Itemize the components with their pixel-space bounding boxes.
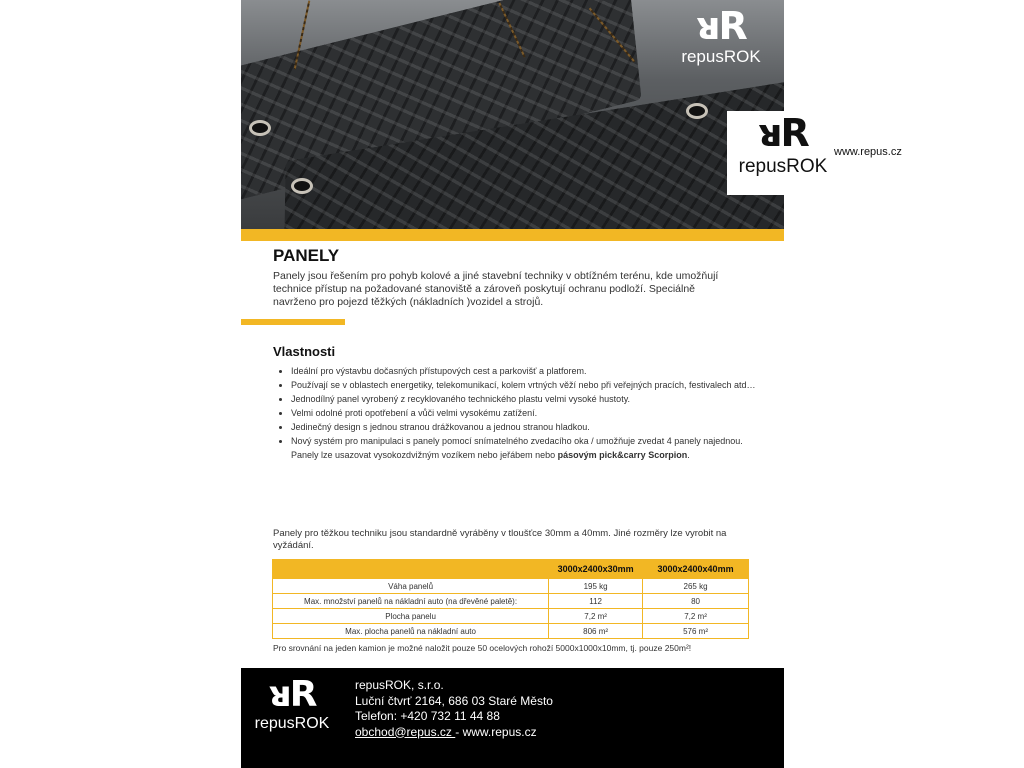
company-name: repusROK, s.r.o.: [355, 678, 444, 692]
table-cell: Max. množství panelů na nákladní auto (na dřevěné paletě):: [273, 594, 549, 609]
table-header-cell: 3000x2400x40mm: [643, 560, 749, 579]
feature-text: Nový systém pro manipulaci s panely pomocí snímatelného zvedacího oka / umožňuje zvedat 4 panely najednou. Panely lze usazovat vysokozdvižným vozíkem nebo jeřábem nebo: [291, 436, 743, 460]
feature-item: • Jedinečný design s jednou stranou drážkovanou a jednou stranou hladkou.: [291, 420, 771, 434]
document-page: [241, 0, 784, 768]
intro-paragraph: Panely jsou řešením pro pohyb kolové a jiné stavební techniky v obtížném terénu, kde umožňují technice přístup na požadované stanoviště a zároveň poskytují ochranu podloží. Speciálně navrženo pro pojezd těžkých (nákladních )vozidel a strojů.: [273, 270, 719, 308]
lifting-eye-image: [291, 178, 313, 194]
feature-item: • Ideální pro výstavbu dočasných přístupových cest a parkovišť a platforem.: [291, 364, 771, 378]
logo-mark: ᴚR: [758, 111, 808, 155]
company-address: Luční čtvrť 2164, 686 03 Staré Město: [355, 693, 553, 708]
logo-wordmark: repusROK: [681, 47, 761, 66]
website-url[interactable]: www.repus.cz: [834, 146, 902, 158]
features-heading: Vlastnosti: [273, 344, 336, 359]
table-row: [273, 594, 749, 609]
page-title: PANELY: [273, 246, 340, 265]
feature-item: • Velmi odolné proti opotřebení a vůči velmi vysokému zatížení.: [291, 406, 771, 420]
spec-table: [272, 559, 749, 639]
features-list: [275, 364, 771, 462]
feature-item: • Jednodílný panel vyrobený z recyklovaného technického plastu velmi vysoké hustoty.: [291, 392, 771, 406]
table-header-cell: 3000x2400x30mm: [549, 560, 643, 579]
lifting-eye-image: [249, 120, 271, 136]
side-logo: [727, 111, 839, 195]
table-cell: Váha panelů: [273, 579, 549, 594]
logo-wordmark: repusROK: [254, 715, 330, 732]
web-link[interactable]: www.repus.cz: [462, 724, 537, 739]
table-row: [273, 624, 749, 639]
hero-photo: [241, 0, 784, 229]
table-cell: 265 kg: [643, 579, 749, 594]
email-link[interactable]: obchod@repus.cz: [355, 724, 456, 739]
table-row: [273, 579, 749, 594]
table-header-row: [273, 560, 749, 579]
table-header-cell: [273, 560, 549, 579]
footer-logo: [247, 676, 337, 734]
accent-divider: [241, 229, 784, 241]
lifting-eye-image: [686, 103, 708, 119]
table-cell: 576 m²: [643, 624, 749, 639]
feature-item: • Používají se v oblastech energetiky, telekomunikací, kolem vrtných věží nebo při veřejných pracích, festivalech atd…: [291, 378, 771, 392]
dimensions-note: Panely pro těžkou techniku jsou standardně vyráběny v tloušťce 30mm a 40mm. Jiné rozměry lze vyrobit na vyžádání.: [273, 528, 727, 551]
contact-links: [355, 725, 553, 741]
contact-block: [355, 678, 553, 740]
table-cell: 80: [643, 594, 749, 609]
feature-end: .: [687, 450, 690, 460]
table-cell: 195 kg: [549, 579, 643, 594]
accent-divider-short: [241, 319, 345, 325]
table-cell: 7,2 m²: [549, 609, 643, 624]
table-cell: 7,2 m²: [643, 609, 749, 624]
table-cell: 806 m²: [549, 624, 643, 639]
logo-mark: ᴚR: [268, 674, 316, 715]
footer: [241, 668, 784, 768]
logo-mark: ᴚR: [696, 4, 746, 48]
feature-item: [291, 434, 771, 462]
feature-bold-text: pásovým pick&carry Scorpion: [557, 450, 688, 460]
company-phone: Telefon: +420 732 11 44 88: [355, 709, 500, 723]
table-cell: Max. plocha panelů na nákladní auto: [273, 624, 549, 639]
hero-logo: [664, 6, 778, 78]
comparison-note: Pro srovnání na jeden kamion je možné naložit pouze 50 ocelových rohoží 5000x1000x10mm, tj. pouze 250m²!: [273, 643, 692, 653]
logo-wordmark: repusROK: [738, 156, 828, 177]
link-separator: -: [455, 724, 463, 739]
table-cell: 112: [549, 594, 643, 609]
table-cell: Plocha panelu: [273, 609, 549, 624]
table-row: [273, 609, 749, 624]
